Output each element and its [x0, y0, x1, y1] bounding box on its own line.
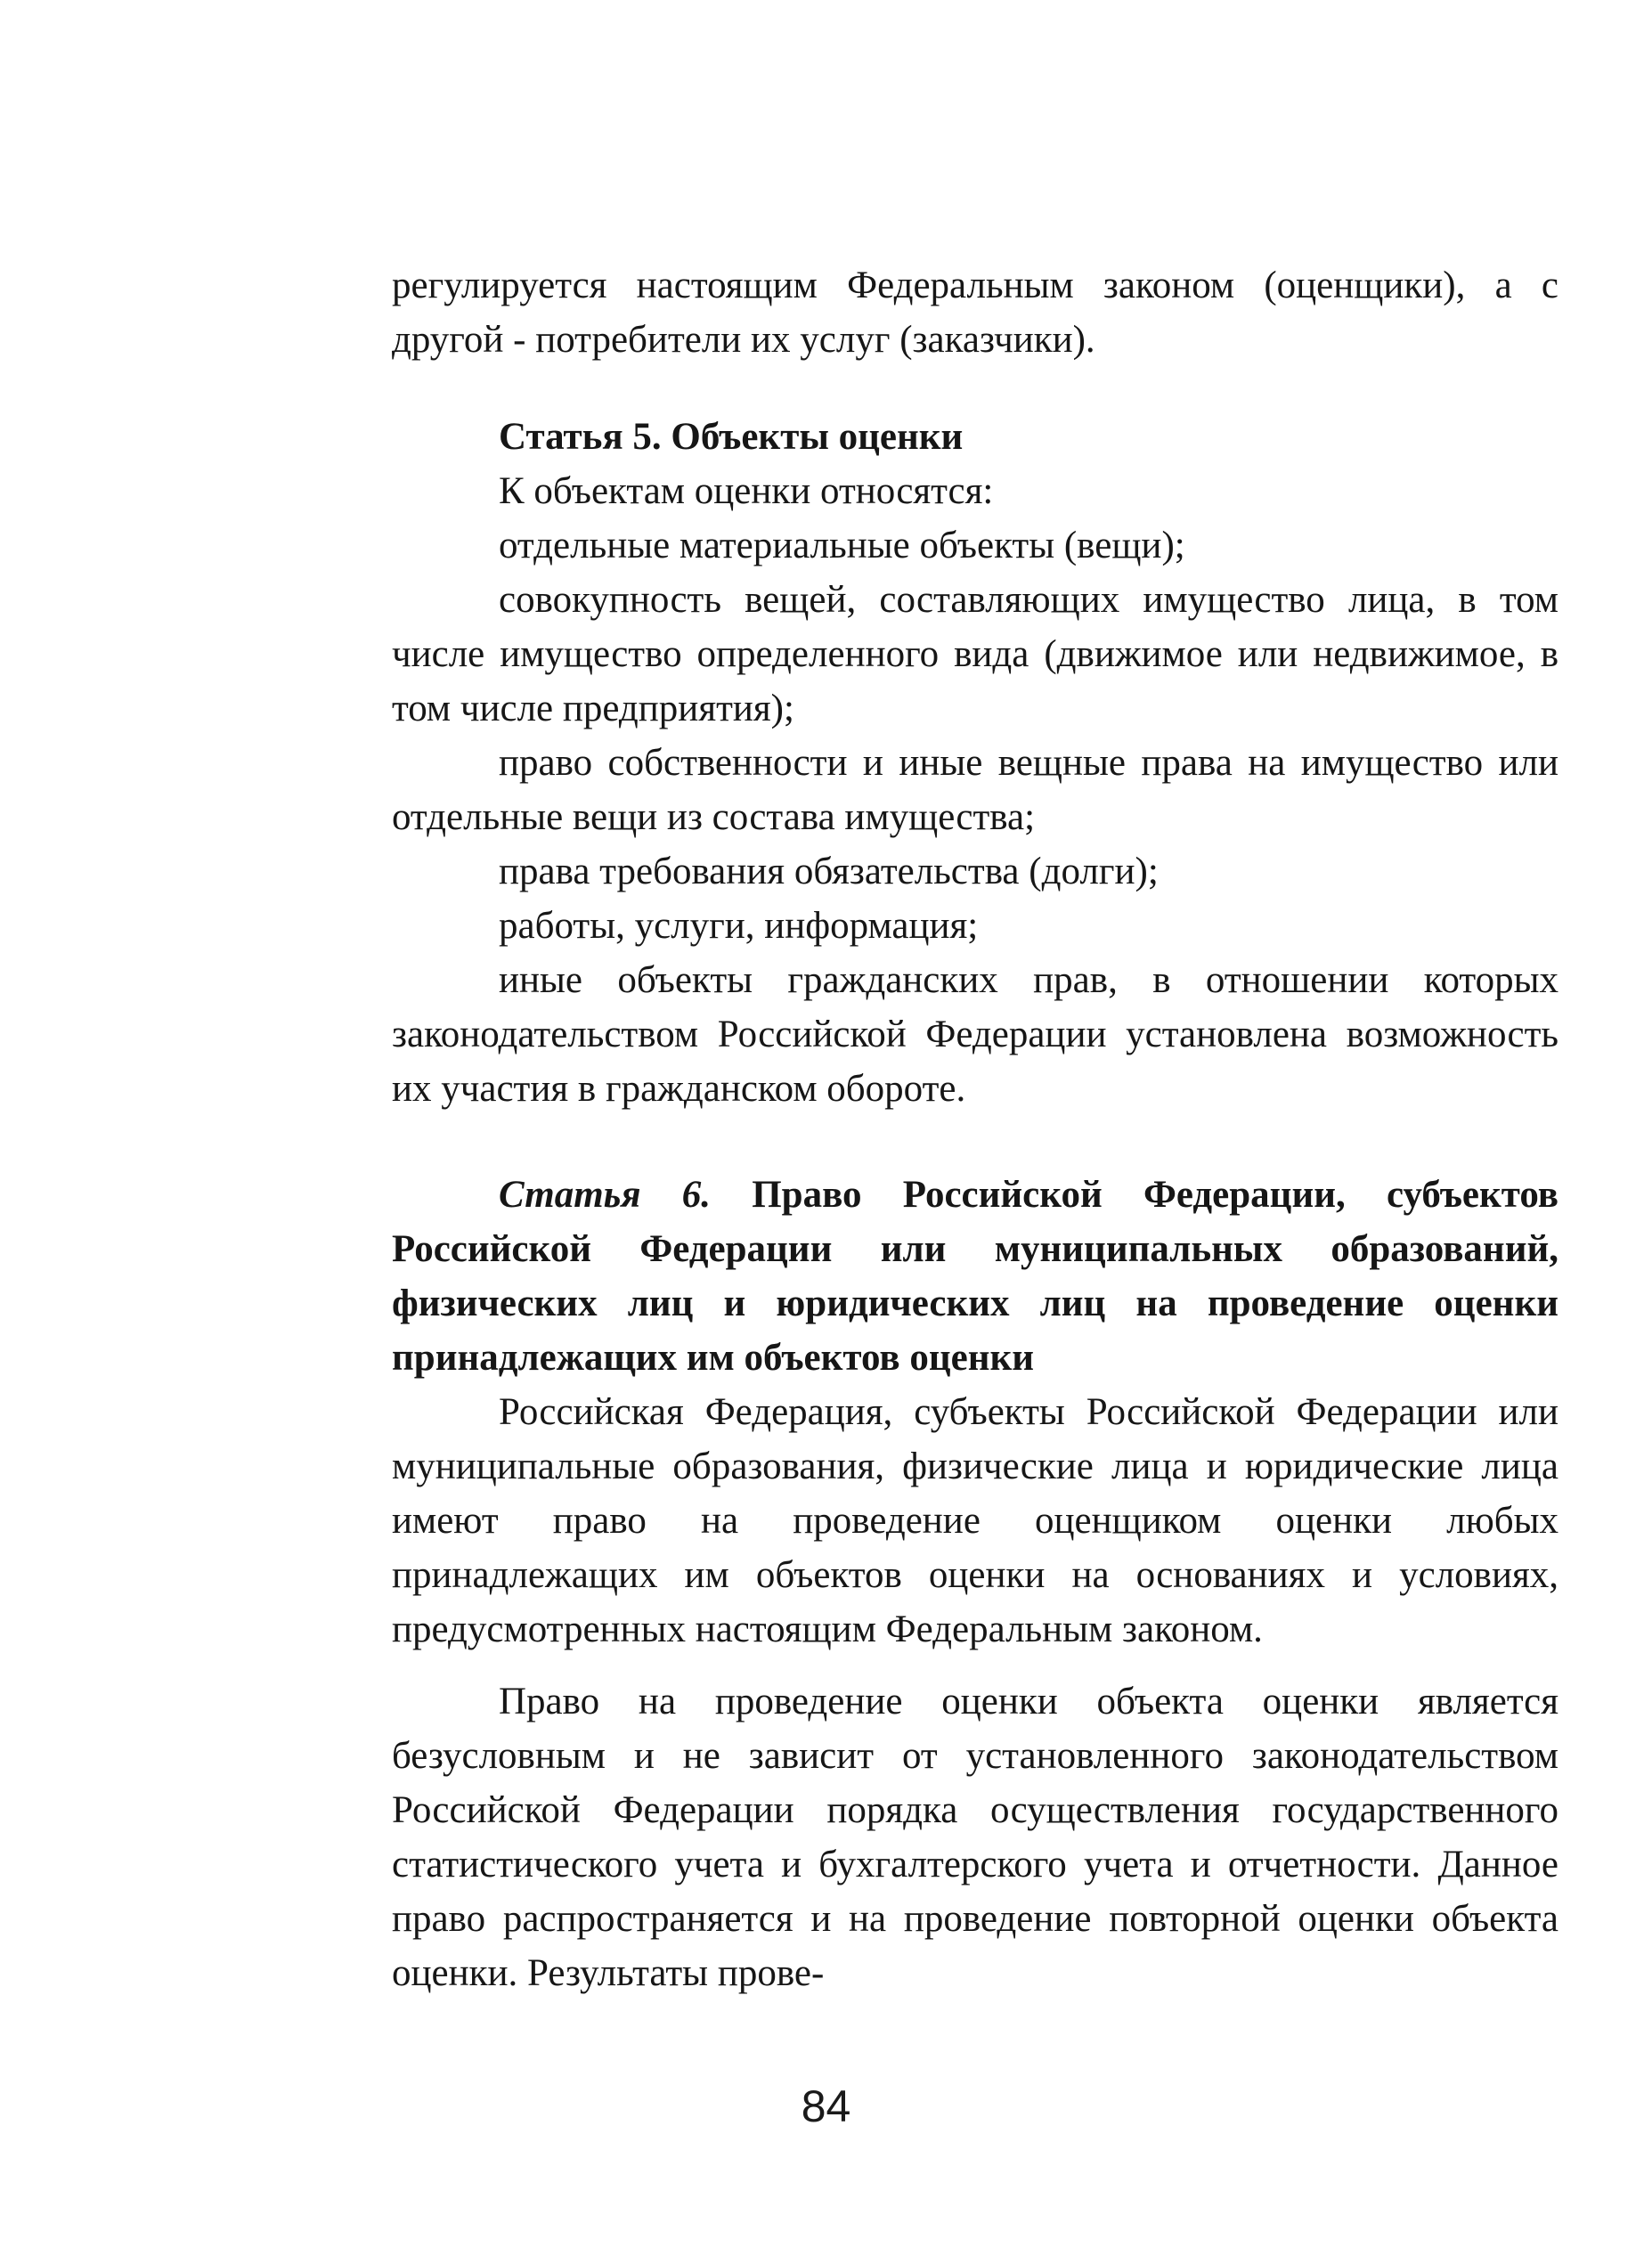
- page-body: [392, 258, 1558, 2000]
- spacer: [392, 367, 1558, 410]
- article-5-title: Статья 5. Объекты оценки: [499, 416, 964, 458]
- article-5-item: иные объекты гражданских прав, в отношении которых законодательством Российской Федерации установлена возможность их участия в гражданском обороте.: [392, 959, 1558, 1110]
- article-5-item: совокупность вещей, составляющих имущество лица, в том числе имущество определенного вида (движимое или недвижимое, в том числе предприятия);: [392, 579, 1558, 729]
- article-6-paragraph: Российская Федерация, субъекты Российской Федерации или муниципальные образования, физические лица и юридические лица имеют право на проведение оценщиком оценки любых принадлежащих им объектов оценки на основаниях и условиях, предусмотренных настоящим Федеральным законом.: [392, 1391, 1558, 1650]
- article-6-paragraph: Право на проведение оценки объекта оценки является безусловным и не зависит от установленного законодательством Российской Федерации порядка осуществления государственного статистического учета и бухгалтерского учета и отчетности. Данное право распространяется и на проведение повторной оценки объекта оценки. Результаты прове-: [392, 1681, 1558, 1994]
- article-5-lead: К объектам оценки относятся:: [499, 470, 994, 512]
- article-5-item: право собственности и иные вещные права на имущество или отдельные вещи из состава имущества;: [392, 742, 1558, 838]
- page-number: 84: [801, 2081, 851, 2131]
- article-6-title: [392, 1168, 1558, 1385]
- spacer: [392, 1657, 1558, 1674]
- article-6-label: Статья 6.: [499, 1174, 711, 1216]
- spacer: [392, 1116, 1558, 1168]
- intro-paragraph: регулируется настоящим Федеральным законом (оценщики), а с другой - потребители их услуг (заказчики).: [392, 265, 1558, 361]
- article-6-heading-text: Право Российской Федерации, субъектов Российской Федерации или муниципальных образований, физических лиц и юридических лиц на проведение оценки принадлежащих им объектов оценки: [392, 1174, 1558, 1379]
- article-5-item: отдельные материальные объекты (вещи);: [499, 525, 1185, 566]
- article-5-item: работы, услуги, информация;: [499, 905, 979, 947]
- article-5-item: права требования обязательства (долги);: [499, 851, 1159, 892]
